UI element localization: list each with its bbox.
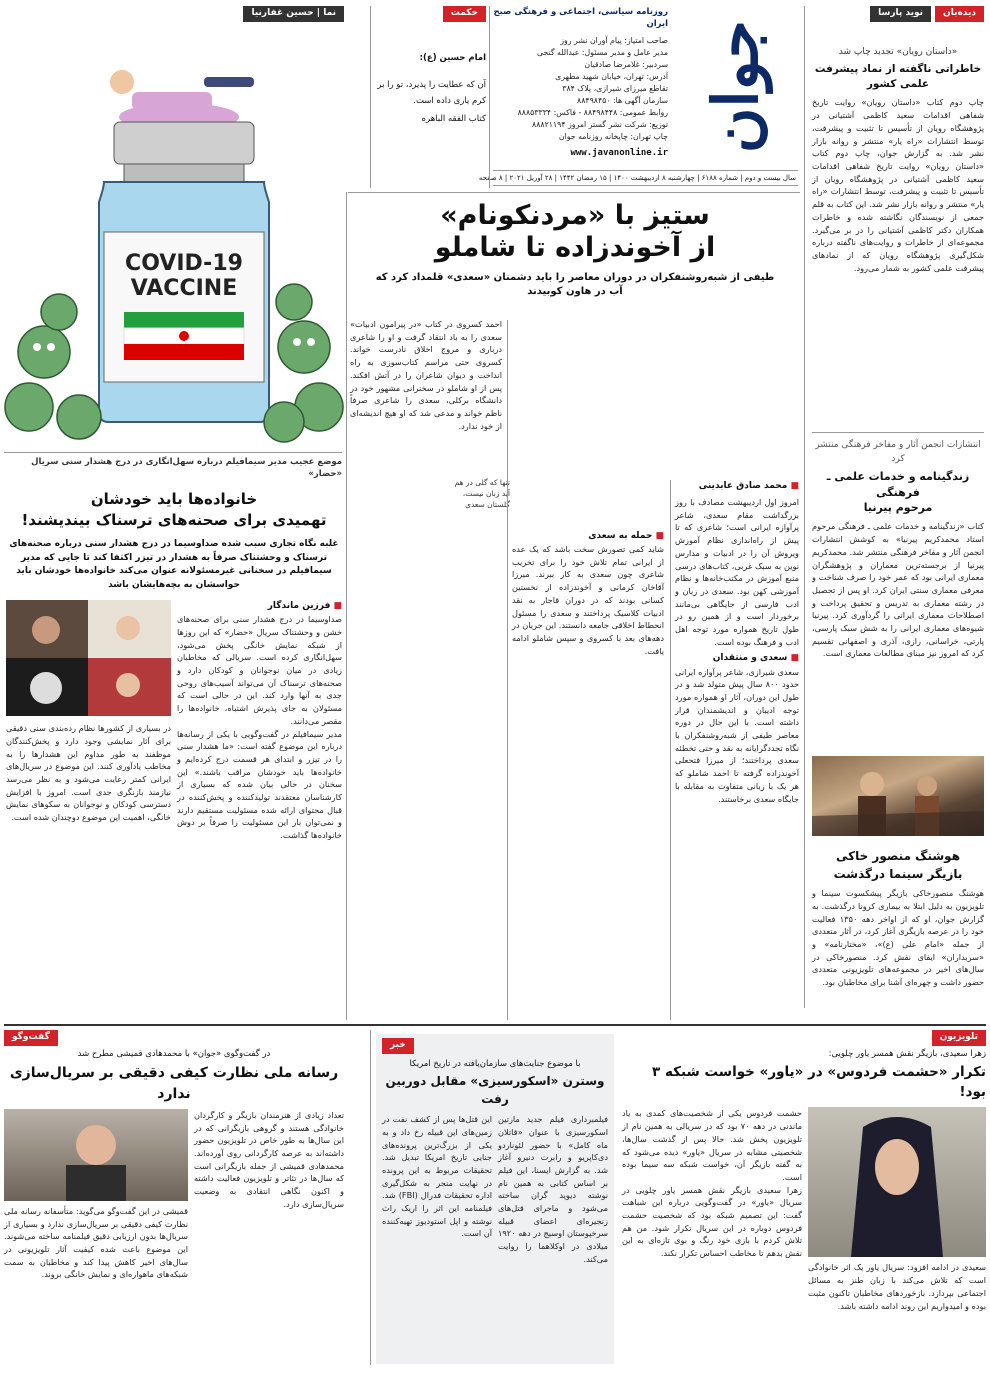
main-subhead: طیفی از شبه‌روشنفکران در دوران معاصر را باید دشمنان «سعدی» قلمداد کرد که آب در هاون کوبیدند bbox=[375, 271, 775, 298]
masthead bbox=[478, 6, 798, 186]
logo: جوان bbox=[698, 20, 772, 154]
article-body: این قتل‌ها پس از کشف نفت در زمین‌های این قبیله رخ داد و به یکی از بزرگ‌ترین پرونده‌های جنایی تاریخ امریکا تبدیل شد. تحقیقات مربوط به این پرونده در نهایت منجر به شکل‌گیری اداره تحقیقات فدرال (FBI) شد. فیلمنامه این اثر را اریک راث نوشته و اپل استودیوز تهیه‌کننده آن است. bbox=[382, 1114, 492, 1239]
left-story-col bbox=[6, 600, 171, 1012]
logo-box bbox=[673, 6, 798, 168]
main-story-col-3 bbox=[350, 318, 502, 1018]
section-tag: تلویزیون bbox=[932, 1030, 986, 1045]
article-body: در بسیاری از کشورها نظام رده‌بندی سنی دقیقی برای آثار نمایشی وجود دارد و پخش‌کنندگان موظفند به طور مداوم این هشدارها را به مخاطب یادآوری کنند. این موضوع در سریال‌های ایرانی کمتر رعایت می‌شود و به نظر می‌رسد نیازمند بازنگری جدی است. امروز با افزایش دسترسی کودکان و نوجوانان به سکوهای نمایش خانگی، اهمیت این موضوع دوچندان شده است. bbox=[6, 723, 171, 823]
article-body: چاپ دوم کتاب «داستان رویان» روایت تاریخ شفاهی اقدامات سعید کاظمی آشتیانی در پژوهشگاه رویان از تأسیس تا تثبیت و پیشرفت، توسط انتشارات «راه یار» منتشر و روانه بازار نشر شد. به گزارش جوان، چاپ دوم کتاب «داستان رویان» روایت تاریخ شفاهی اقدامات سعید کاظمی آشتیانی در پژوهشگاه رویان از تأسیس تا تثبیت و پیشرفت، توسط انتشارات «راه یار» منتشر و روانه بازار نشر شد. این کتاب به قلم جمعی از نویسندگان نگاشته شده و خاطرات همکاران دکتر کاظمی آشتیانی را در بر می‌گیرد. مجموعه‌ای از خاطرات و روایت‌های ناگفته درباره شکل‌گیری پژوهشگاه رویان که از نمادهای پیشرفت علمی کشور به شمار می‌رود. bbox=[812, 97, 984, 273]
subhead: ■ حمله به سعدی bbox=[588, 531, 664, 541]
headline: تهمیدی برای صحنه‌های ترسناک بیندیشند! bbox=[21, 511, 327, 530]
info-line: صاحب امتیاز: پیام آوران نشر روز bbox=[560, 35, 668, 45]
writer-tag: نوید پارسا bbox=[870, 6, 931, 21]
quote-text: آن که عطایت را پذیرد، تو را بر کرم یاری داده است. bbox=[377, 80, 486, 106]
headline: خاطراتی ناگفته از نماد پیشرفت علمی کشور bbox=[814, 63, 982, 91]
article-body: زهرا سعیدی بازیگر نقش همسر یاور چلویی در سریال «یاور» در گفت‌وگویی درباره این شباهت گفت: این تصمیم شبکه بود که شخصیت حشمت فردوس دوباره در این سریال تکرار شود. من هم تلاش کردم با بازی خود رنگ و بوی تازه‌ای به این نقش بدهم تا مخاطب احساس تکرار نکند. bbox=[622, 1184, 802, 1259]
article-body: مدیر سیمافیلم در گفت‌وگویی با یکی از رسانه‌ها درباره این موضوع گفته است: «ما هشدار سنی را در تیزر و ابتدای هر قسمت درج کرده‌ایم و خانواده‌ها باید خودشان مراقب باشند.» این سخنان در حالی بیان شده که بسیاری از کارشناسان معتقدند تولیدکننده و پخش‌کننده در قبال محتوای ارائه شده مسئولیت مستقیم دارند و نمی‌توان بار این مسئولیت را صرفاً بر دوش خانواده‌ها گذاشت. bbox=[177, 728, 342, 841]
kicker: در گفت‌وگوی «جوان» با محمدهادی قمیشی مطرح شد bbox=[77, 1049, 271, 1059]
right-column bbox=[812, 6, 984, 1006]
bottom-left-story bbox=[4, 1030, 344, 1365]
subhead: غلبه نگاه تجاری سبب شده صداوسیما در درج هشدار سنی درباره صحنه‌های ترسناک و وحشتناک صرفاً به هشدار در تیزر اکتفا کند تا جایی که مدیر سیمافیلم در سخنانی غیرمسئولانه عنوان می‌کند خانواده‌ها خودشان باید حواسشان به بچه‌هایشان باشد bbox=[9, 539, 339, 590]
left-story-col bbox=[177, 600, 342, 1012]
main-story-header bbox=[350, 200, 800, 300]
actor-photo bbox=[812, 756, 984, 836]
main-story-col-1 bbox=[675, 480, 799, 966]
quote-speaker: امام حسین (ع): bbox=[419, 53, 486, 63]
section-tag: خبر bbox=[382, 1038, 414, 1053]
masthead-info bbox=[493, 6, 668, 160]
info-line: مدیر عامل و مدیر مسئول: عبدالله گنجی bbox=[536, 47, 668, 57]
kicker: با موضوع جنایت‌های سازمان‌یافته در تاریخ امریکا bbox=[409, 1059, 581, 1069]
section-tag: نما | حسین غفارنیا bbox=[243, 6, 344, 21]
actress-photo bbox=[808, 1107, 986, 1257]
subhead: ■ سعدی و منتقدان bbox=[712, 653, 799, 664]
article-body: تعداد زیادی از هنرمندان بازیگر و کارگردان خانوادگی هستند و گروهی بازیگرانی که در این سال‌ها به طور خاص در تلویزیون حضور داشته‌اند به عرصه کارگردانی روی آورده‌اند. محمدهادی قمیشی از جمله بازیگرانی است که سال‌ها در تئاتر و تلویزیون فعالیت داشته و اکنون نگاهی انتقادی به وضعیت سریال‌سازی دارد. bbox=[194, 1109, 344, 1209]
info-line: آدرس: تهران، خیابان شهید مطهری bbox=[555, 71, 668, 81]
kicker: موضع عجیب مدیر سیمافیلم درباره سهل‌انگاری در درج هشدار سنی سریال «حضار» bbox=[31, 457, 342, 480]
left-story-cols bbox=[6, 600, 342, 1012]
main-headline: ستیز با «مردنکونام» bbox=[440, 200, 710, 231]
info-line: روابط عمومی: ۸۸۴۹۸۴۴۸ - فاکس: ۸۸۸۵۳۳۳۴ bbox=[517, 108, 668, 118]
headline: تکرار «حشمت فردوس» در «یاور» خواست شبکه ۳ بود! bbox=[652, 1064, 986, 1100]
bottom-mid-story bbox=[376, 1034, 614, 1364]
quote-source: کتاب الفقه الباهره bbox=[421, 113, 486, 124]
vaccine-cartoon bbox=[4, 22, 344, 442]
bottom-right-story bbox=[622, 1030, 986, 1365]
article-body: احمد کسروی در کتاب «در پیرامون ادبیات» سعدی را به باد انتقاد گرفت و او را شاعری درباری و مروج اخلاق نادرست خواند. کسروی حتی مراسم کتاب‌سوزی به راه انداخت و دیوان شاعران را در آتش افکند. پس از او شاملو در سخنرانی مشهور خود در دانشگاه برکلی، سعدی را شاعری صرفاً ناظم خواند و مدعی شد که او هیچ اندیشه‌ای از خود ندارد. bbox=[350, 319, 502, 431]
headline: بازیگر سینما درگذشت bbox=[833, 866, 963, 881]
photo-caption: تنها که گلی در هم آید زبان نیست، گلستان سعدی bbox=[454, 478, 510, 509]
article-body: قمیشی در این گفت‌وگو می‌گوید: متأسفانه رسانه ملی نظارت کیفی دقیقی بر سریال‌سازی ندارد و بسیاری از سریال‌ها بدون ارزیابی دقیق فیلمنامه ساخته می‌شوند. این موضوع باعث شده کیفیت آثار تلویزیونی در سال‌های اخیر کاهش پیدا کند و مخاطبان به سمت شبکه‌های ماهواره‌ای و نمایش خانگی بروند. bbox=[4, 1205, 188, 1280]
section-tag: حکمت bbox=[443, 6, 486, 21]
article-body: سعیدی در ادامه افزود: سریال یاور یک اثر خانوادگی است که تلاش می‌کند با زبان طنز به مسائل اجتماعی بپردازد. بازخوردهای مخاطبان تاکنون مثبت بوده و امیدواریم این روند ادامه داشته باشد. bbox=[808, 1262, 986, 1311]
section-tag: گفت‌وگو bbox=[4, 1030, 58, 1045]
headline: رسانه ملی نظارت کیفی دقیقی بر سریال‌سازی ندارد bbox=[9, 1065, 339, 1102]
issue-line: سال بیست و دوم | شماره ۶۱۸۸ | چهارشنبه ۸ اردیبهشت ۱۴۰۰ | ۱۵ رمضان ۱۴۴۲ | ۲۸ آوریل ۲۰۲۱ | ۸ صفحه bbox=[493, 170, 798, 186]
author: ■ فرزین ماندگار bbox=[177, 600, 342, 613]
kicker: زهرا سعیدی، بازیگر نقش همسر یاور چلویی: bbox=[828, 1049, 986, 1059]
article-body: کتاب «زندگینامه و خدمات علمی ـ فرهنگی مرحوم استاد محمدکریم پیرنیا» به کوشش انتشارات انجمن آثار و مفاخر فرهنگی منتشر شد. محمدکریم پیرنیا از برجسته‌ترین معماران و پژوهشگران معماری ایرانی بود که عمر خود را صرف شناخت و معرفی معماری سنتی ایران کرد. او پس از تحصیل در رشته معماری به تدریس و تحقیق پرداخت و اصطلاحات معماری ایرانی را گردآوری کرد. پیرنیا شیوه‌های معماری ایرانی را به شش سبک پارسی، پارتی، خراسانی، رازی، آذری و اصفهانی تقسیم کرد که امروز نیز مبنای مطالعات معماری است. bbox=[812, 521, 984, 659]
author: ■ محمد صادق عابدینی bbox=[675, 480, 799, 493]
article-body: امروز اول اردیبهشت مصادف با روز بزرگداشت مقام سعدی، شاعر پرآوازه ایرانی است؛ شاعری که تا پیش از راه‌اندازی نظام آموزش ویروش آن را در ادبیات و مدارس نوین به سبک غربی، کتاب‌های درسی منبع آموزش در مکتب‌خانه‌ها و نظام آموزشی کهن بود. سعدی در زبان و ادب فارسی از جایگاهی بی‌مانند برخوردار است و از همین رو در طول تاریخ همواره مورد توجه اهل ادب و فرهنگ بوده است. bbox=[675, 497, 799, 647]
headline: مرحوم پیرنیا bbox=[863, 501, 933, 515]
bottle-label-1: COVID-19 bbox=[125, 251, 243, 276]
article-body: صداوسیما در درج هشدار سنی برای صحنه‌های خشن و وحشتناک سریال «حضار» که این روزها از شبکه نمایش خانگی پخش می‌شود، سهل‌انگاری کرده است. سریالی که مخاطبان زیادی در میان نوجوانان و کودکان دارد و صحنه‌های ترسناک آن می‌تواند آسیب‌های روحی جدی به آنها وارد کند. این در حالی است که مسئولان به جای پذیرش اشتباه، خانواده‌ها را مقصر می‌دانند. bbox=[177, 614, 342, 726]
horror-series-photo bbox=[6, 600, 171, 716]
info-line: سازمان آگهی ها: ۸۸۴۹۸۴۵۰ bbox=[577, 96, 668, 106]
kicker: انتشارات انجمن آثار و مفاخر فرهنگی منتشر کرد bbox=[815, 440, 981, 464]
info-lines bbox=[493, 35, 668, 144]
article-body: هوشنگ منصورخاکی بازیگر پیشکسوت سینما و تلویزیون به دلیل ابتلا به بیماری کرونا درگذشت. به گزارش جوان، او که از اواخر دهه ۱۳۵۰ فعالیت خود را در عرصه بازیگری آغاز کرد، در آثار متعددی از جمله «امام علی (ع)»، «مختارنامه» و «سربداران» ایفای نقش کرد. منصورخاکی در سال‌های اخیر در مجموعه‌های تلویزیونی متعددی حضور داشت و چهره‌ای آشنا برای مخاطبان بود. bbox=[812, 888, 985, 988]
article-body: شاید کمی تصورش سخت باشد که یک عده از ایرانی تمام تلاش خود را برای تخریب شاعری چون سعدی به کار ببرند. میرزا آقاخان کرمانی و آخوندزاده از نخستین کسانی بودند که در دوران قاجار به نقد ادبیات کلاسیک پرداختند و سعدی را مسئول انحطاط اخلاقی جامعه دانستند. این جریان در دهه‌های بعد با کسروی و سپس شاملو ادامه یافت. bbox=[512, 544, 664, 656]
kicker: «داستان رویان» تجدید چاپ شد bbox=[838, 47, 958, 57]
section-tag: دیده‌بان bbox=[935, 6, 984, 21]
info-line: سردبیر: غلامرضا صادقیان bbox=[584, 59, 668, 69]
quote-box bbox=[376, 6, 486, 186]
cartoon bbox=[4, 6, 344, 446]
info-line: توزیع: شرکت نشر گستر امروز ۸۸۸۲۱۱۹۴ bbox=[532, 120, 668, 130]
headline: زندگینامه و خدمات علمی ـ فرهنگی bbox=[826, 469, 970, 499]
article-body: سعدی شیرازی، شاعر پرآوازه ایرانی حدود ۸۰۰ سال پیش متولد شد و در طول این دوران، آثار او همواره مورد توجه ادیبان و اندیشمندان قرار داشته است. با این حال در دوره معاصر طیفی از شبه‌روشنفکران با نگاه تجددگرایانه به نقد و حتی تخطئه سعدی پرداختند؛ از میرزا فتحعلی آخوندزاده گرفته تا احمد شاملو که هر یک با زبانی متفاوت به مقابله با جایگاه سعدی برخاستند. bbox=[675, 666, 800, 804]
headline: وسترن «اسکورسیزی» مقابل دوربین رفت bbox=[385, 1074, 605, 1106]
headline: هوشنگ منصور خاکی bbox=[835, 849, 961, 864]
paper-subtitle: روزنامه سیاسی، اجتماعی و فرهنگی صبح ایران bbox=[493, 7, 668, 30]
headline: خانواده‌ها باید خودشان bbox=[90, 489, 258, 508]
qomishi-photo bbox=[4, 1109, 188, 1201]
bottle-label-2: VACCINE bbox=[130, 276, 238, 301]
info-line: تقاطع میرزای شیرازی، پلاک ۳۸۴ bbox=[562, 83, 668, 93]
left-story bbox=[6, 456, 342, 1021]
article-body: حشمت فردوس یکی از شخصیت‌های کمدی به یاد ماندنی در دهه ۷۰ بود که در سریالی به همین نام از تلویزیون پخش شد. حالا پس از گذشت سال‌ها، شخصیتی مشابه در سریال «یاور» دیده می‌شود که به گفته بازیگر آن، خواست شبکه سه سیما بوده است. bbox=[622, 1108, 802, 1182]
main-headline: از آخوندزاده تا شاملو bbox=[434, 232, 716, 264]
info-line: چاپ تهران: چاپخانه روزنامه جوان bbox=[558, 132, 668, 142]
website-link[interactable]: www.javanonline.ir bbox=[570, 148, 668, 159]
right-tagbar bbox=[812, 6, 984, 22]
main-story-col-2 bbox=[512, 480, 664, 1023]
article-body: فیلمبرداری فیلم جدید مارتین اسکورسیزی با عنوان «قاتلان ماه کامل» با حضور لئوناردو دی‌کاپریو و رابرت دنیرو آغاز شد. به گزارش ایسنا، این فیلم بر اساس کتابی به همین نام نوشته دیوید گران ساخته می‌شود و ماجرای قتل‌های زنجیره‌ای اعضای قبیله سرخپوستان اوسیج در دهه ۱۹۲۰ میلادی در اوکلاهما را روایت می‌کند. bbox=[498, 1114, 608, 1264]
